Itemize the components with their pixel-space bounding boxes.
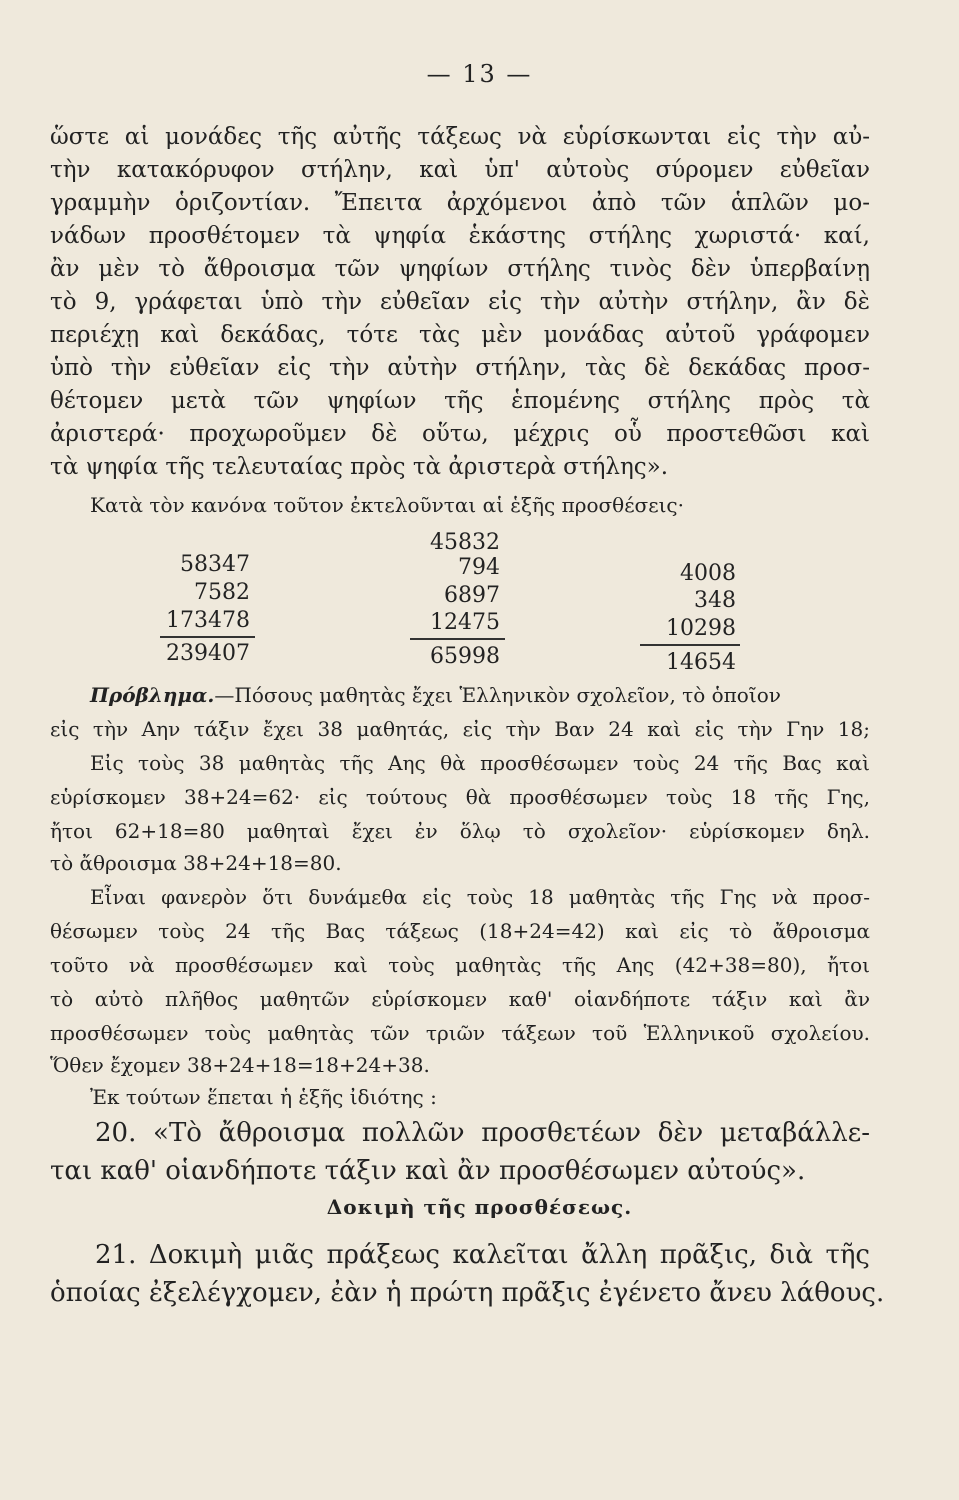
addend: 45832 — [430, 530, 500, 555]
text-line: περιέχῃ καὶ δεκάδας, τότε τὰς μὲν μονάδας αὐτοῦ γράφομεν — [50, 322, 870, 348]
sum: 14654 — [666, 650, 736, 675]
text-line: Εἶναι φανερὸν ὅτι δυνάμεθα εἰς τοὺς 18 μαθητὰς τῆς Γης νὰ προσ- — [90, 885, 870, 909]
rule-intro: Κατὰ τὸν κανόνα τοῦτον ἐκτελοῦνται αἱ ἑξῆς προσθέσεις· — [90, 493, 684, 517]
problem-text: —Πόσους μαθητὰς ἔχει Ἑλληνικὸν σχολεῖον, τὸ ὁποῖον — [214, 683, 781, 707]
text-line: Εἰς τοὺς 38 μαθητὰς τῆς Αης θὰ προσθέσωμεν τοὺς 24 τῆς Βας καὶ — [90, 751, 870, 775]
section-heading: Δοκιμὴ τῆς προσθέσεως. — [326, 1195, 633, 1219]
text-line: ἤτοι 62+18=80 μαθηταὶ ἔχει ἐν ὅλῳ τὸ σχολεῖον· εὑρίσκομεν δηλ. — [50, 819, 870, 843]
sum-rule — [410, 638, 505, 640]
problem-label: Πρόβλημα. — [90, 683, 215, 707]
text-line: ἂν μὲν τὸ ἄθροισμα τῶν ψηφίων στήλης τινὸς δὲν ὑπερβαίνῃ — [50, 256, 870, 282]
addend: 10298 — [666, 616, 736, 641]
text-line: νάδων προσθέτομεν τὰ ψηφία ἑκάστης στήλης χωριστά· καί, — [50, 223, 870, 249]
rule-20-line: ται καθ' οἱανδήποτε τάξιν καὶ ἂν προσθέσωμεν αὐτούς». — [50, 1156, 806, 1186]
text-line: εἰς τὴν Αην τάξιν ἔχει 38 μαθητάς, εἰς τὴν Βαν 24 καὶ εἰς τὴν Γην 18; — [50, 717, 870, 741]
text-line: ὥστε αἱ μονάδες τῆς αὐτῆς τάξεως νὰ εὑρίσκωνται εἰς τὴν αὐ- — [50, 124, 870, 150]
text-line: ὁποίας ἐξελέγχομεν, ἐὰν ἡ πρώτη πρᾶξις ἐγένετο ἄνευ λάθους. — [50, 1278, 885, 1308]
text-line: τὴν κατακόρυφον στήλην, καὶ ὑπ' αὐτοὺς σύρομεν εὐθεῖαν — [50, 157, 870, 183]
text-line: θέτομεν μετὰ τῶν ψηφίων τῆς ἑπομένης στήλης πρὸς τὰ — [50, 388, 870, 414]
sum-rule — [160, 636, 255, 638]
page-number: — 13 — — [426, 60, 533, 88]
text-line: τὸ αὐτὸ πλῆθος μαθητῶν εὑρίσκομεν καθ' οἱανδήποτε τάξιν καὶ ἂν — [50, 987, 870, 1011]
addend: 6897 — [444, 583, 500, 608]
addend: 7582 — [194, 580, 250, 605]
sum: 65998 — [430, 644, 500, 669]
text-line: Ἐκ τούτων ἕπεται ἡ ἑξῆς ἰδιότης : — [90, 1085, 437, 1109]
text-line: τὸ ἄθροισμα 38+24+18=80. — [50, 851, 342, 875]
text-line: ἀριστερά· προχωροῦμεν δὲ οὕτω, μέχρις οὗ προστεθῶσι καὶ — [50, 421, 870, 447]
sum-rule — [640, 644, 740, 646]
text-line: τὰ ψηφία τῆς τελευταίας πρὸς τὰ ἀριστερὰ στήλης». — [50, 454, 669, 480]
addend: 794 — [458, 555, 500, 580]
addend: 4008 — [680, 561, 736, 586]
text-line: τοῦτο νὰ προσθέσωμεν καὶ τοὺς μαθητὰς τῆς Αης (42+38=80), ἤτοι — [50, 953, 870, 977]
text-line: θέσωμεν τοὺς 24 τῆς Βας τάξεως (18+24=42) καὶ εἰς τὸ ἄθροισμα — [50, 919, 870, 943]
addend: 173478 — [166, 608, 250, 633]
text-line: 21. Δοκιμὴ μιᾶς πράξεως καλεῖται ἄλλη πρᾶξις, διὰ τῆς — [95, 1240, 870, 1270]
text-line: γραμμὴν ὁριζοντίαν. Ἔπειτα ἀρχόμενοι ἀπὸ τῶν ἁπλῶν μο- — [50, 190, 870, 216]
text-line: εὑρίσκομεν 38+24=62· εἰς τούτους θὰ προσθέσωμεν τοὺς 18 τῆς Γης, — [50, 785, 870, 809]
text-line: προσθέσωμεν τοὺς μαθητὰς τῶν τριῶν τάξεων τοῦ Ἑλληνικοῦ σχολείου. — [50, 1021, 870, 1045]
text-line: ὑπὸ τὴν εὐθεῖαν εἰς τὴν αὐτὴν στήλην, τὰς δὲ δεκάδας προσ- — [50, 355, 870, 381]
sum: 239407 — [166, 641, 250, 666]
text-line: Ὅθεν ἔχομεν 38+24+18=18+24+38. — [50, 1053, 430, 1077]
text-line: τὸ 9, γράφεται ὑπὸ τὴν εὐθεῖαν εἰς τὴν αὐτὴν στήλην, ἂν δὲ — [50, 289, 870, 315]
addend: 58347 — [180, 552, 250, 577]
problem-line — [90, 680, 910, 710]
rule-20-line: 20. «Τὸ ἄθροισμα πολλῶν προσθετέων δὲν μεταβάλλε- — [95, 1118, 870, 1148]
addend: 12475 — [430, 610, 500, 635]
addend: 348 — [694, 588, 736, 613]
